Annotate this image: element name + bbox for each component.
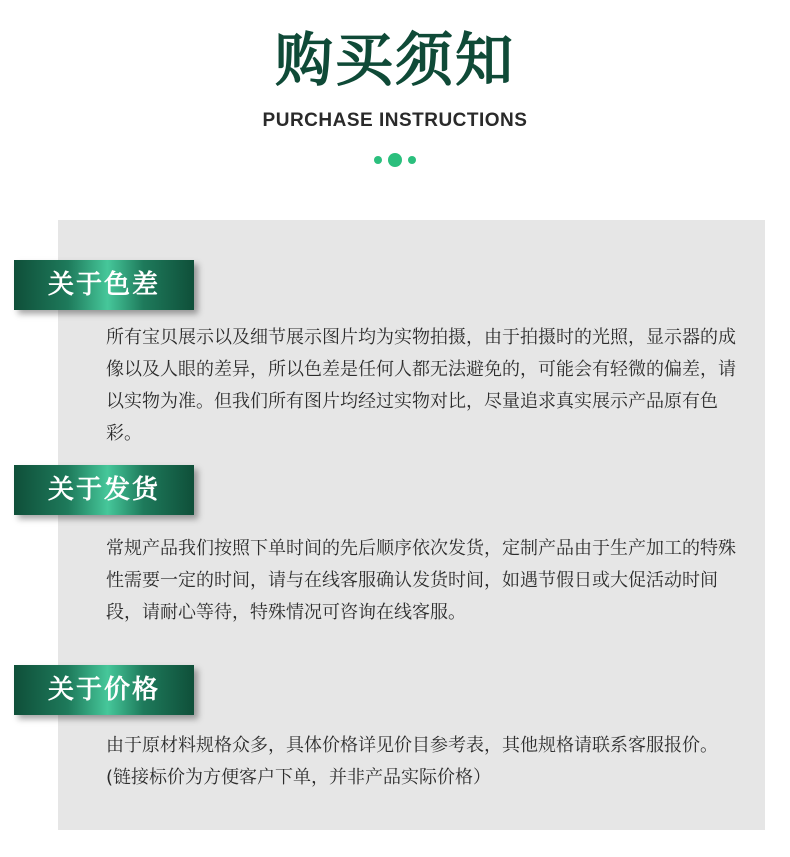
dot-icon [374,156,382,164]
decorative-dots [0,150,790,170]
section-text-color-difference: 所有宝贝展示以及细节展示图片均为实物拍摄，由于拍摄时的光照，显示器的成像以及人眼的差异，所以色差是任何人都无法避免的，可能会有轻微的偏差，请以实物为准。但我们所有图片均经过实物对比，尽量追求真实展示产品原有色彩。 [106,327,736,444]
section-text-price: 由于原材料规格众多，具体价格详见价目参考表，其他规格请联系客服报价。(链接标价为方便客户下单，并非产品实际价格） [106,735,718,788]
dot-icon [408,156,416,164]
dot-icon [388,153,402,167]
page-subtitle: PURCHASE INSTRUCTIONS [262,110,528,131]
section-heading-color-difference: 关于色差 [14,260,194,310]
section-heading-price: 关于价格 [14,665,194,715]
section-text-shipping: 常规产品我们按照下单时间的先后顺序依次发货，定制产品由于生产加工的特殊性需要一定的时间，请与在线客服确认发货时间，如遇节假日或大促活动时间段，请耐心等待，特殊情况可咨询在线客服。 [106,538,736,623]
section-heading-shipping: 关于发货 [14,465,194,515]
page-title: 购买须知 [274,26,515,94]
